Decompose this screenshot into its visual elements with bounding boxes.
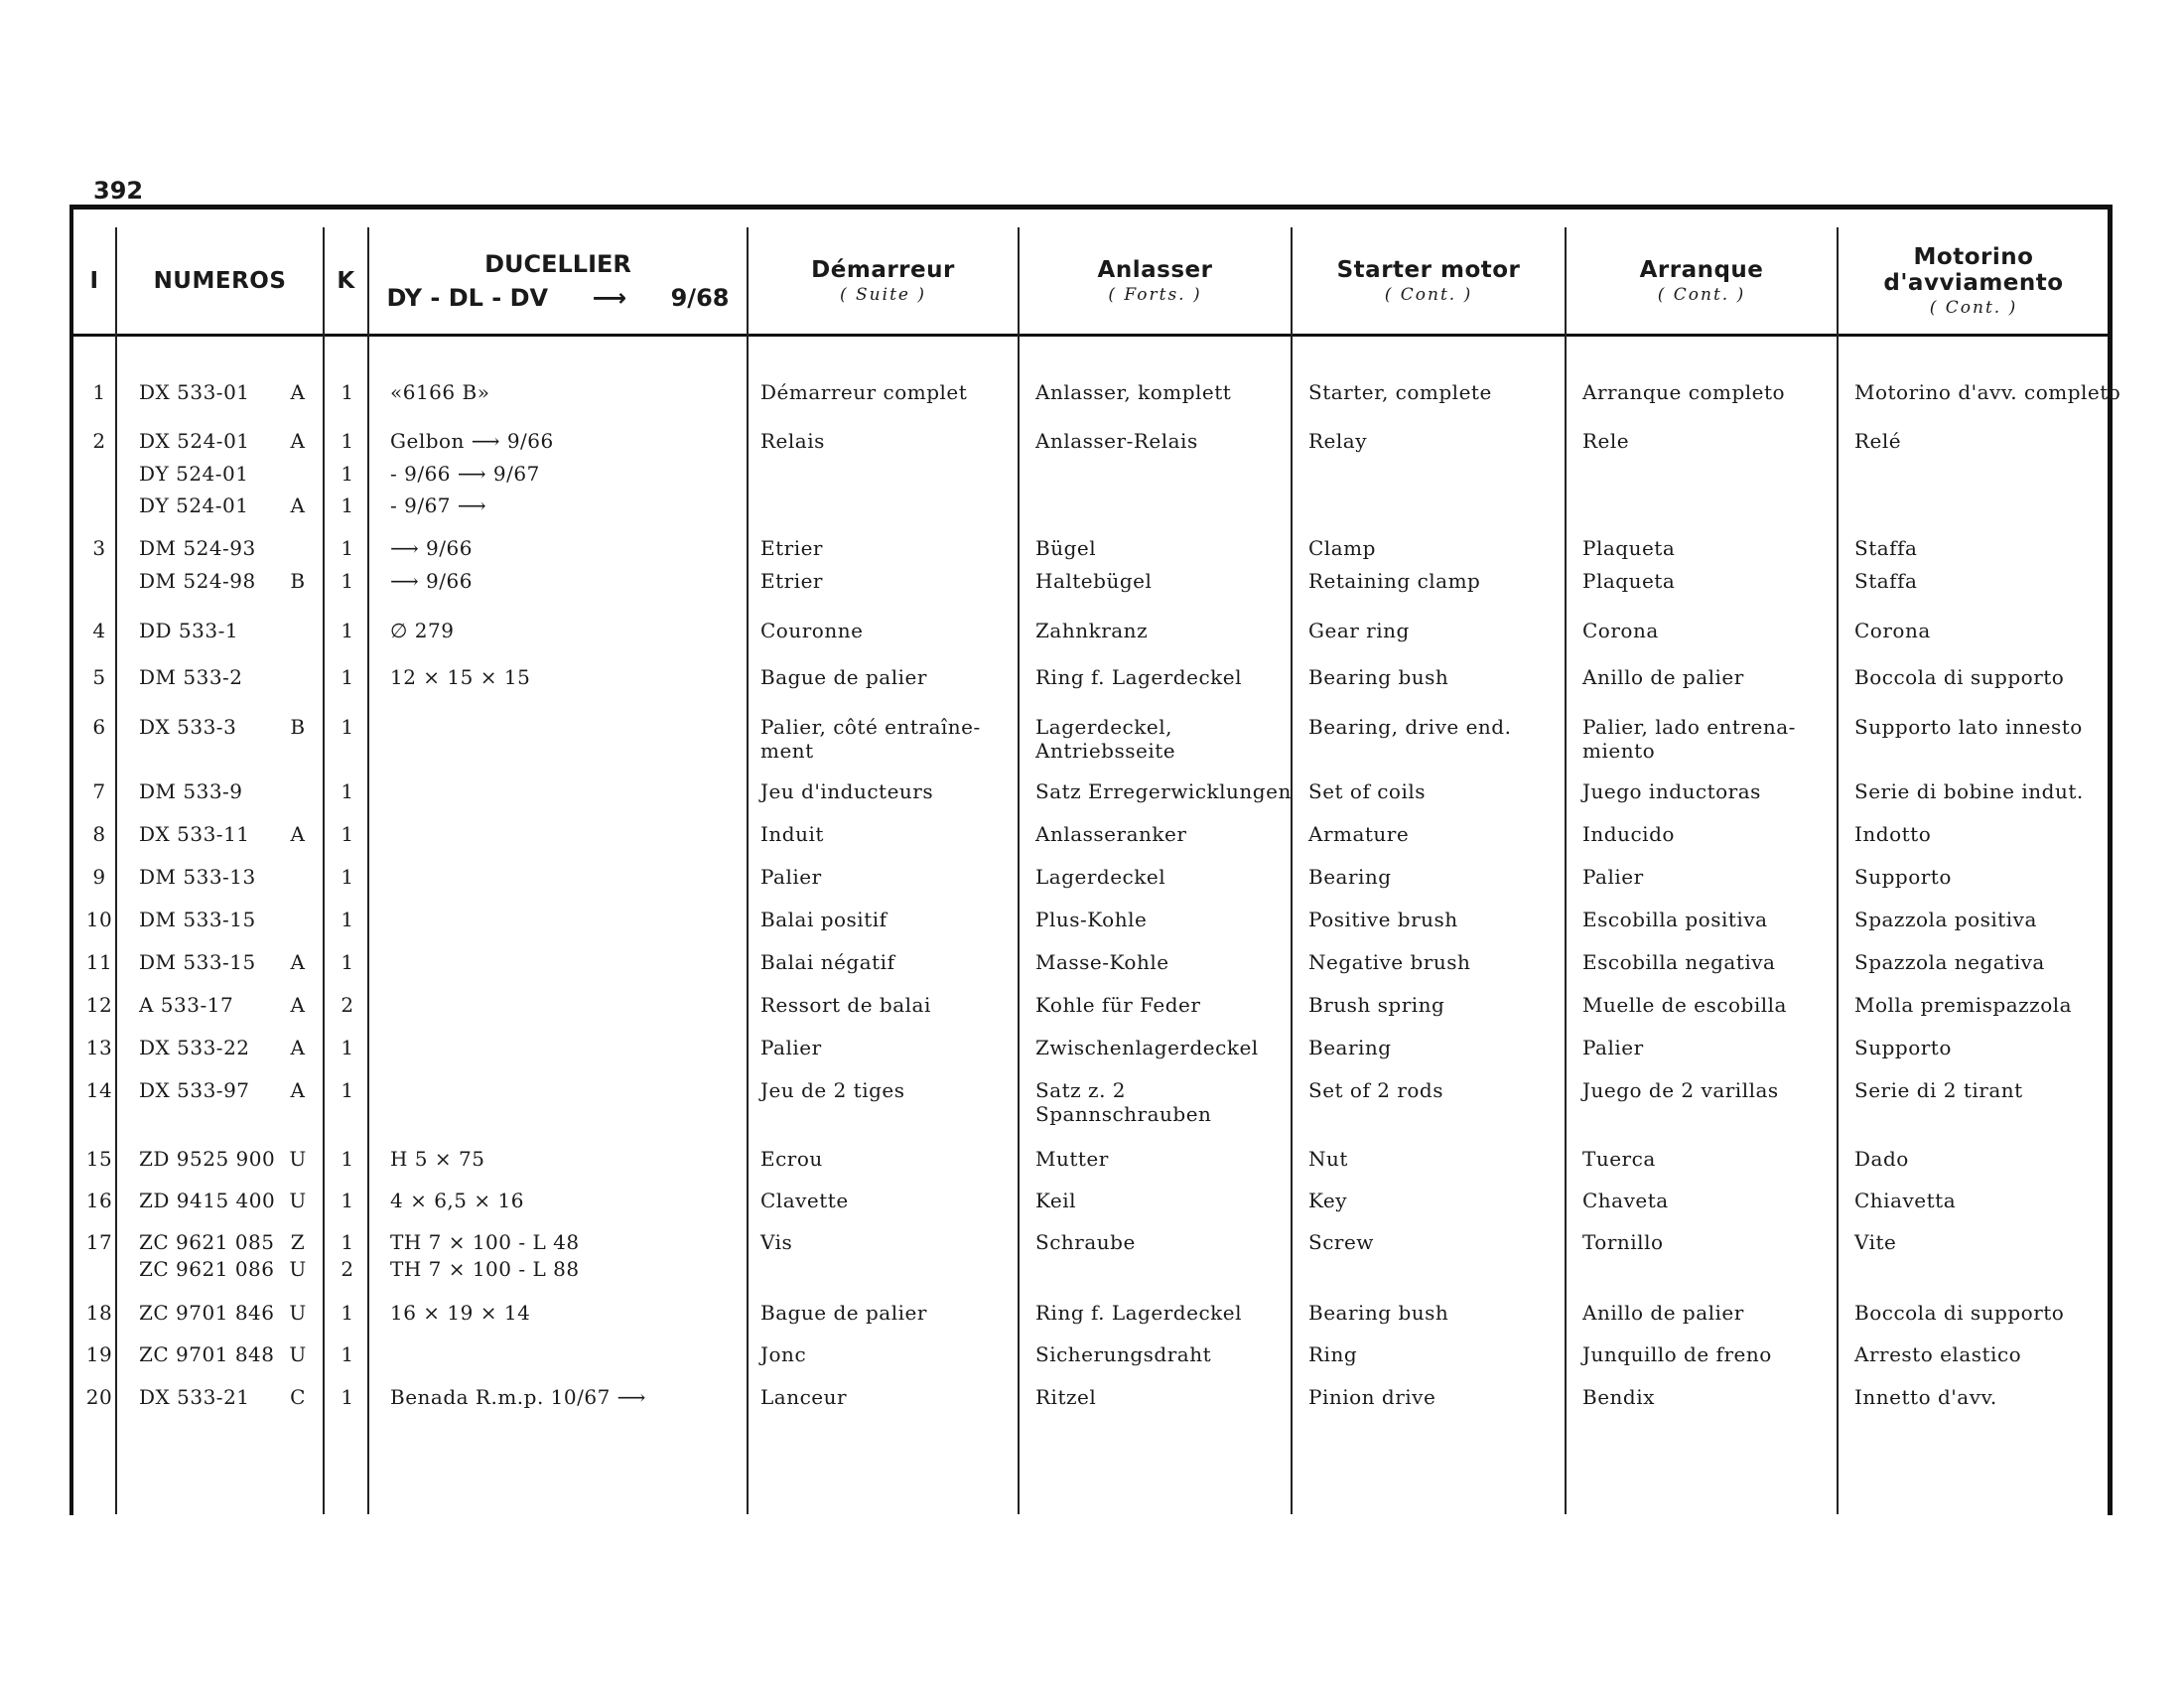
- ducellier-spec: 4 × 6,5 × 16: [390, 1189, 524, 1212]
- english-name: Armature: [1308, 822, 1410, 846]
- german-name: Satz z. 2 Spannschrauben: [1035, 1078, 1212, 1126]
- part-number: DX 533-11: [139, 822, 250, 846]
- spanish-name: Juego inductoras: [1582, 779, 1761, 803]
- ducellier-spec: ∅ 279: [390, 619, 455, 642]
- part-suffix: A: [290, 950, 306, 974]
- row-number: 14: [85, 1078, 113, 1102]
- part-suffix: A: [290, 493, 306, 517]
- spanish-name: Inducido: [1582, 822, 1675, 846]
- part-number: A 533-17: [139, 993, 234, 1017]
- row-number: 4: [92, 619, 106, 642]
- spanish-name: Chaveta: [1582, 1189, 1669, 1212]
- italian-name: Supporto lato innesto: [1854, 715, 2083, 739]
- column-divider: [747, 227, 749, 1514]
- part-suffix: U: [289, 1189, 307, 1212]
- german-name: Schraube: [1035, 1230, 1136, 1254]
- quantity: 1: [341, 429, 354, 453]
- spanish-name: Juego de 2 varillas: [1582, 1078, 1779, 1102]
- ducellier-spec: ⟶ 9/66: [390, 536, 473, 560]
- row-number: 18: [85, 1301, 113, 1325]
- french-name: Lanceur: [760, 1385, 848, 1409]
- part-number: DX 533-97: [139, 1078, 250, 1102]
- quantity: 1: [341, 1147, 354, 1171]
- italian-name: Spazzola positiva: [1854, 908, 2037, 931]
- german-name: Anlasser-Relais: [1035, 429, 1198, 453]
- italian-name: Serie di 2 tirant: [1854, 1078, 2023, 1102]
- part-suffix: C: [290, 1385, 306, 1409]
- part-suffix: A: [290, 380, 306, 404]
- row-number: 8: [92, 822, 106, 846]
- italian-name: Spazzola negativa: [1854, 950, 2045, 974]
- german-name: Plus-Kohle: [1035, 908, 1148, 931]
- row-number: 16: [85, 1189, 113, 1212]
- spanish-name: Corona: [1582, 619, 1659, 642]
- row-number: 10: [85, 908, 113, 931]
- spanish-name: Tuerca: [1582, 1147, 1656, 1171]
- spanish-name: Palier: [1582, 1036, 1644, 1059]
- french-name: Induit: [760, 822, 824, 846]
- quantity: 1: [341, 865, 354, 889]
- row-number: 15: [85, 1147, 113, 1171]
- spanish-name: Bendix: [1582, 1385, 1655, 1409]
- italian-name: Staffa: [1854, 536, 1918, 560]
- italian-name: Vite: [1854, 1230, 1897, 1254]
- italian-name: Supporto: [1854, 1036, 1952, 1059]
- german-name: Zwischenlagerdeckel: [1035, 1036, 1259, 1059]
- spanish-name: Muelle de escobilla: [1582, 993, 1787, 1017]
- column-divider: [1018, 227, 1020, 1514]
- part-suffix: A: [290, 429, 306, 453]
- french-name: Bague de palier: [760, 665, 927, 689]
- quantity: 1: [341, 1189, 354, 1212]
- quantity: 1: [341, 665, 354, 689]
- row-number: 3: [92, 536, 106, 560]
- row-number: 5: [92, 665, 106, 689]
- english-name: Negative brush: [1308, 950, 1471, 974]
- french-name: Balai positif: [760, 908, 887, 931]
- italian-name: Innetto d'avv.: [1854, 1385, 1997, 1409]
- header-italian: Motorino d'avviamento ( Cont. ): [1883, 244, 2064, 318]
- part-number: DM 533-2: [139, 665, 243, 689]
- spanish-name: Anillo de palier: [1582, 1301, 1744, 1325]
- quantity: 1: [341, 493, 354, 517]
- part-suffix: U: [289, 1342, 307, 1366]
- spanish-name: Palier, lado entrena- miento: [1582, 715, 1796, 763]
- german-name: Mutter: [1035, 1147, 1109, 1171]
- german-name: Zahnkranz: [1035, 619, 1149, 642]
- english-name: Relay: [1308, 429, 1368, 453]
- quantity: 1: [341, 619, 354, 642]
- spanish-name: Anillo de palier: [1582, 665, 1744, 689]
- french-name: Jeu d'inducteurs: [760, 779, 934, 803]
- english-name: Set of coils: [1308, 779, 1427, 803]
- header-spanish: Arranque ( Cont. ): [1639, 257, 1764, 305]
- part-number: DM 533-15: [139, 908, 256, 931]
- italian-name: Relé: [1854, 429, 1902, 453]
- part-number: DX 524-01: [139, 429, 250, 453]
- part-suffix: A: [290, 1036, 306, 1059]
- ducellier-spec: 12 × 15 × 15: [390, 665, 531, 689]
- ducellier-spec: Gelbon ⟶ 9/66: [390, 429, 554, 453]
- german-name: Lagerdeckel, Antriebsseite: [1035, 715, 1176, 763]
- quantity: 1: [341, 462, 354, 486]
- header-english: Starter motor ( Cont. ): [1336, 257, 1521, 305]
- column-divider: [367, 227, 369, 1514]
- italian-name: Chiavetta: [1854, 1189, 1957, 1212]
- ducellier-spec: TH 7 × 100 - L 88: [390, 1257, 580, 1281]
- header-index: I: [89, 268, 99, 294]
- quantity: 2: [341, 1257, 354, 1281]
- german-name: Lagerdeckel: [1035, 865, 1166, 889]
- french-name: Ecrou: [760, 1147, 823, 1171]
- quantity: 1: [341, 950, 354, 974]
- french-name: Palier, côté entraîne- ment: [760, 715, 981, 763]
- part-number: DX 533-01: [139, 380, 250, 404]
- part-number: DY 524-01: [139, 493, 249, 517]
- part-number: ZD 9415 400: [139, 1189, 276, 1212]
- english-name: Retaining clamp: [1308, 569, 1481, 593]
- column-divider: [1837, 227, 1839, 1514]
- header-german: Anlasser ( Forts. ): [1097, 257, 1213, 305]
- french-name: Ressort de balai: [760, 993, 931, 1017]
- italian-name: Motorino d'avv. completo: [1854, 380, 2121, 404]
- part-suffix: U: [289, 1301, 307, 1325]
- part-number: DM 533-15: [139, 950, 256, 974]
- part-suffix: B: [290, 569, 306, 593]
- quantity: 1: [341, 715, 354, 739]
- ducellier-spec: TH 7 × 100 - L 48: [390, 1230, 580, 1254]
- italian-name: Serie di bobine indut.: [1854, 779, 2084, 803]
- row-number: 19: [85, 1342, 113, 1366]
- part-number: ZC 9621 086: [139, 1257, 275, 1281]
- german-name: Ritzel: [1035, 1385, 1097, 1409]
- german-name: Anlasseranker: [1035, 822, 1187, 846]
- spanish-name: Plaqueta: [1582, 569, 1676, 593]
- part-suffix: A: [290, 1078, 306, 1102]
- quantity: 2: [341, 993, 354, 1017]
- quantity: 1: [341, 1301, 354, 1325]
- french-name: Vis: [760, 1230, 793, 1254]
- part-number: DX 533-21: [139, 1385, 250, 1409]
- english-name: Key: [1308, 1189, 1348, 1212]
- spanish-name: Plaqueta: [1582, 536, 1676, 560]
- german-name: Sicherungsdraht: [1035, 1342, 1212, 1366]
- ducellier-spec: H 5 × 75: [390, 1147, 485, 1171]
- column-divider: [323, 227, 325, 1514]
- part-suffix: U: [289, 1147, 307, 1171]
- italian-name: Indotto: [1854, 822, 1932, 846]
- spanish-name: Junquillo de freno: [1582, 1342, 1772, 1366]
- quantity: 1: [341, 908, 354, 931]
- quantity: 1: [341, 1078, 354, 1102]
- french-name: Palier: [760, 1036, 822, 1059]
- german-name: Haltebügel: [1035, 569, 1153, 593]
- english-name: Screw: [1308, 1230, 1374, 1254]
- quantity: 1: [341, 1385, 354, 1409]
- english-name: Gear ring: [1308, 619, 1410, 642]
- spanish-name: Arranque completo: [1582, 380, 1786, 404]
- header-k: K: [337, 268, 355, 294]
- german-name: Ring f. Lagerdeckel: [1035, 1301, 1242, 1325]
- part-number: DX 533-22: [139, 1036, 250, 1059]
- spanish-name: Rele: [1582, 429, 1630, 453]
- english-name: Pinion drive: [1308, 1385, 1436, 1409]
- quantity: 1: [341, 569, 354, 593]
- row-number: 1: [92, 380, 106, 404]
- english-name: Bearing bush: [1308, 665, 1449, 689]
- spanish-name: Tornillo: [1582, 1230, 1664, 1254]
- french-name: Démarreur complet: [760, 380, 968, 404]
- french-name: Relais: [760, 429, 825, 453]
- row-number: 2: [92, 429, 106, 453]
- spanish-name: Escobilla negativa: [1582, 950, 1776, 974]
- french-name: Couronne: [760, 619, 864, 642]
- english-name: Starter, complete: [1308, 380, 1492, 404]
- row-number: 9: [92, 865, 106, 889]
- part-number: DY 524-01: [139, 462, 249, 486]
- row-number: 6: [92, 715, 106, 739]
- french-name: Jeu de 2 tiges: [760, 1078, 905, 1102]
- quantity: 1: [341, 1230, 354, 1254]
- row-number: 17: [85, 1230, 113, 1254]
- french-name: Bague de palier: [760, 1301, 927, 1325]
- column-divider: [1291, 227, 1293, 1514]
- french-name: Clavette: [760, 1189, 849, 1212]
- english-name: Set of 2 rods: [1308, 1078, 1443, 1102]
- french-name: Balai négatif: [760, 950, 895, 974]
- italian-name: Supporto: [1854, 865, 1952, 889]
- italian-name: Dado: [1854, 1147, 1909, 1171]
- german-name: Ring f. Lagerdeckel: [1035, 665, 1242, 689]
- part-number: DM 533-9: [139, 779, 243, 803]
- part-suffix: A: [290, 822, 306, 846]
- italian-name: Boccola di supporto: [1854, 1301, 2065, 1325]
- quantity: 1: [341, 380, 354, 404]
- ducellier-spec: Benada R.m.p. 10/67 ⟶: [390, 1385, 646, 1409]
- row-number: 20: [85, 1385, 113, 1409]
- part-number: ZD 9525 900: [139, 1147, 276, 1171]
- english-name: Nut: [1308, 1147, 1348, 1171]
- spanish-name: Palier: [1582, 865, 1644, 889]
- header-ducellier: DUCELLIER DY - DL - DV ⟶ 9/68: [386, 250, 730, 312]
- german-name: Keil: [1035, 1189, 1077, 1212]
- english-name: Bearing, drive end.: [1308, 715, 1512, 739]
- english-name: Positive brush: [1308, 908, 1458, 931]
- quantity: 1: [341, 1036, 354, 1059]
- part-number: DD 533-1: [139, 619, 239, 642]
- german-name: Kohle für Feder: [1035, 993, 1201, 1017]
- german-name: Masse-Kohle: [1035, 950, 1169, 974]
- german-name: Satz Erregerwicklungen: [1035, 779, 1292, 803]
- french-name: Palier: [760, 865, 822, 889]
- ducellier-spec: «6166 B»: [390, 380, 490, 404]
- german-name: Anlasser, komplett: [1035, 380, 1232, 404]
- italian-name: Boccola di supporto: [1854, 665, 2065, 689]
- part-suffix: B: [290, 715, 306, 739]
- part-number: DM 533-13: [139, 865, 256, 889]
- french-name: Jonc: [760, 1342, 807, 1366]
- ducellier-spec: - 9/66 ⟶ 9/67: [390, 462, 540, 486]
- english-name: Bearing: [1308, 1036, 1392, 1059]
- part-number: ZC 9701 846: [139, 1301, 275, 1325]
- italian-name: Staffa: [1854, 569, 1918, 593]
- english-name: Clamp: [1308, 536, 1376, 560]
- ducellier-spec: - 9/67 ⟶: [390, 493, 487, 517]
- italian-name: Arresto elastico: [1854, 1342, 2022, 1366]
- english-name: Brush spring: [1308, 993, 1445, 1017]
- english-name: Ring: [1308, 1342, 1358, 1366]
- part-number: DM 524-98: [139, 569, 256, 593]
- quantity: 1: [341, 536, 354, 560]
- italian-name: Molla premispazzola: [1854, 993, 2073, 1017]
- part-number: DM 524-93: [139, 536, 256, 560]
- part-number: DX 533-3: [139, 715, 237, 739]
- row-number: 12: [85, 993, 113, 1017]
- part-suffix: A: [290, 993, 306, 1017]
- quantity: 1: [341, 822, 354, 846]
- german-name: Bügel: [1035, 536, 1097, 560]
- page-number: 392: [93, 177, 144, 205]
- ducellier-spec: 16 × 19 × 14: [390, 1301, 531, 1325]
- column-divider: [1565, 227, 1567, 1514]
- header-numeros: NUMEROS: [153, 268, 287, 294]
- spanish-name: Escobilla positiva: [1582, 908, 1768, 931]
- row-number: 7: [92, 779, 106, 803]
- french-name: Etrier: [760, 536, 823, 560]
- part-suffix: U: [289, 1257, 307, 1281]
- part-number: ZC 9701 848: [139, 1342, 275, 1366]
- english-name: Bearing bush: [1308, 1301, 1449, 1325]
- header-rule: [69, 334, 2113, 337]
- quantity: 1: [341, 1342, 354, 1366]
- row-number: 13: [85, 1036, 113, 1059]
- french-name: Etrier: [760, 569, 823, 593]
- part-number: ZC 9621 085: [139, 1230, 275, 1254]
- row-number: 11: [85, 950, 113, 974]
- quantity: 1: [341, 779, 354, 803]
- part-suffix: Z: [290, 1230, 306, 1254]
- ducellier-spec: ⟶ 9/66: [390, 569, 473, 593]
- english-name: Bearing: [1308, 865, 1392, 889]
- italian-name: Corona: [1854, 619, 1931, 642]
- header-french: Démarreur ( Suite ): [811, 257, 955, 305]
